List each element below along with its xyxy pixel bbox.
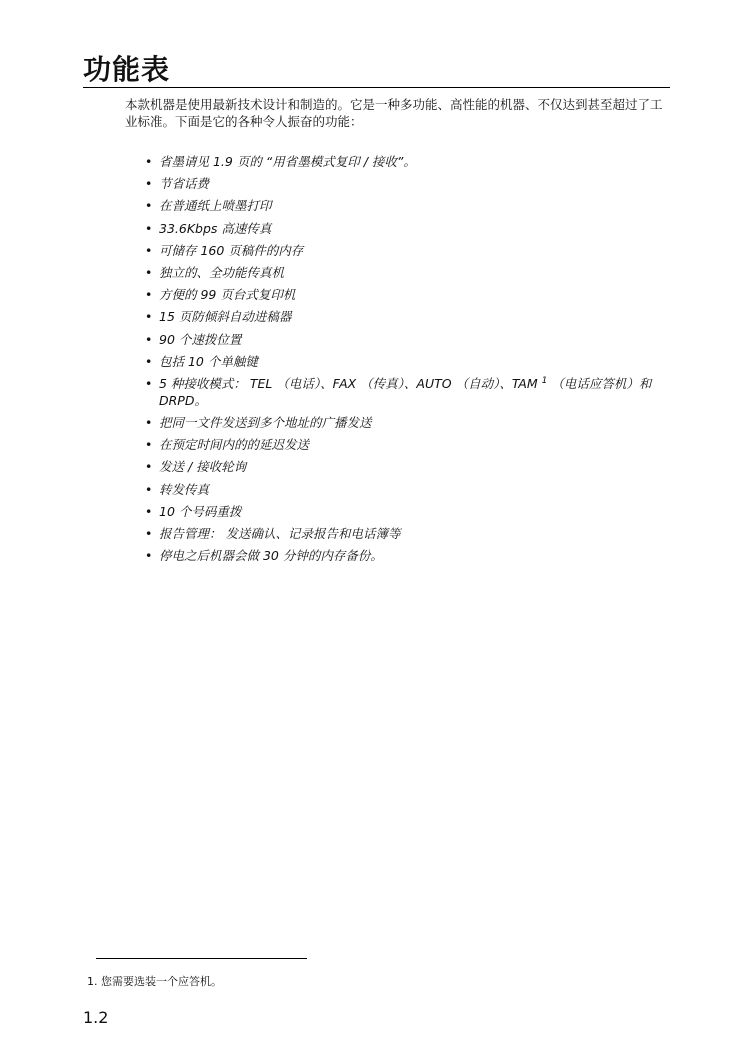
list-item (145, 175, 670, 192)
feature-text: 方便的 99 页台式复印机 (159, 287, 296, 303)
bullet-icon: • (145, 526, 153, 541)
feature-text: 省墨请见 1.9 页的 “用省墨模式复印 / 接收”。 (159, 154, 416, 169)
bullet-icon: • (145, 242, 153, 258)
title-divider (83, 87, 670, 88)
feature-text: 5 种接收模式： TEL （电话）、FAX （传真）、AUTO （自动）、TAM (159, 375, 542, 391)
feature-text: 把同一文件发送到多个地址的广播发送 (159, 415, 372, 431)
feature-text: 33.6Kbps 高速传真 (159, 220, 272, 236)
intro-paragraph: 本款机器是使用最新技术设计和制造的。它是一种多功能、高性能的机器、不仅达到甚至超过了工业标准。下面是它的各种令人振奋的功能： (125, 97, 663, 129)
list-item (145, 220, 670, 237)
list-item (145, 308, 670, 325)
feature-text: 转发传真 (159, 481, 210, 497)
feature-text: 停电之后机器会做 30 分钟的内存备份。 (159, 548, 383, 564)
bullet-icon: • (145, 154, 153, 169)
list-item (145, 286, 670, 303)
list-item (145, 153, 670, 170)
bullet-icon: • (145, 459, 153, 475)
list-item (145, 264, 670, 281)
feature-text: 包括 10 个单触键 (159, 353, 258, 369)
bullet-icon: • (145, 548, 153, 564)
list-item (145, 481, 670, 498)
bullet-icon: • (145, 198, 153, 214)
list-item (145, 242, 670, 259)
footnote-divider (96, 958, 307, 959)
bullet-icon: • (145, 287, 153, 303)
feature-text: （电话应答机）和 DRPD。 (159, 375, 652, 408)
footnote: 1. 您需要选装一个应答机。 (87, 975, 222, 988)
bullet-icon: • (145, 176, 153, 192)
bullet-icon: • (145, 481, 153, 497)
feature-text: 90 个速拨位置 (159, 331, 242, 347)
bullet-icon: • (145, 375, 153, 391)
list-item (145, 414, 670, 431)
list-item (145, 197, 670, 214)
list-item (145, 436, 670, 453)
feature-text: 在普通纸上喷墨打印 (159, 198, 272, 214)
list-item (145, 353, 670, 370)
feature-text: 发送 / 接收轮询 (159, 459, 247, 475)
page-title: 功能表 (83, 53, 171, 86)
footnote-marker: 1 (541, 375, 548, 386)
list-item (145, 331, 670, 348)
feature-text: 报告管理： 发送确认、记录报告和电话簿等 (159, 526, 401, 541)
feature-text: 在预定时间内的的延迟发送 (159, 437, 310, 453)
page-number: 1.2 (83, 1008, 109, 1027)
bullet-icon: • (145, 264, 153, 280)
bullet-icon: • (145, 331, 153, 347)
list-item (145, 525, 670, 542)
feature-text: 节省话费 (159, 176, 210, 192)
bullet-icon: • (145, 220, 153, 236)
feature-list (145, 153, 670, 569)
bullet-icon: • (145, 309, 153, 325)
bullet-icon: • (145, 415, 153, 431)
bullet-icon: • (145, 437, 153, 453)
list-item (145, 458, 670, 475)
feature-text: 10 个号码重拨 (159, 503, 242, 519)
list-item (145, 547, 670, 564)
list-item (145, 375, 670, 409)
feature-text: 独立的、全功能传真机 (159, 264, 285, 280)
list-item (145, 503, 670, 520)
feature-text: 15 页防倾斜自动进稿器 (159, 309, 292, 325)
bullet-icon: • (145, 353, 153, 369)
bullet-icon: • (145, 503, 153, 519)
feature-text: 可储存 160 页稿件的内存 (159, 242, 304, 258)
